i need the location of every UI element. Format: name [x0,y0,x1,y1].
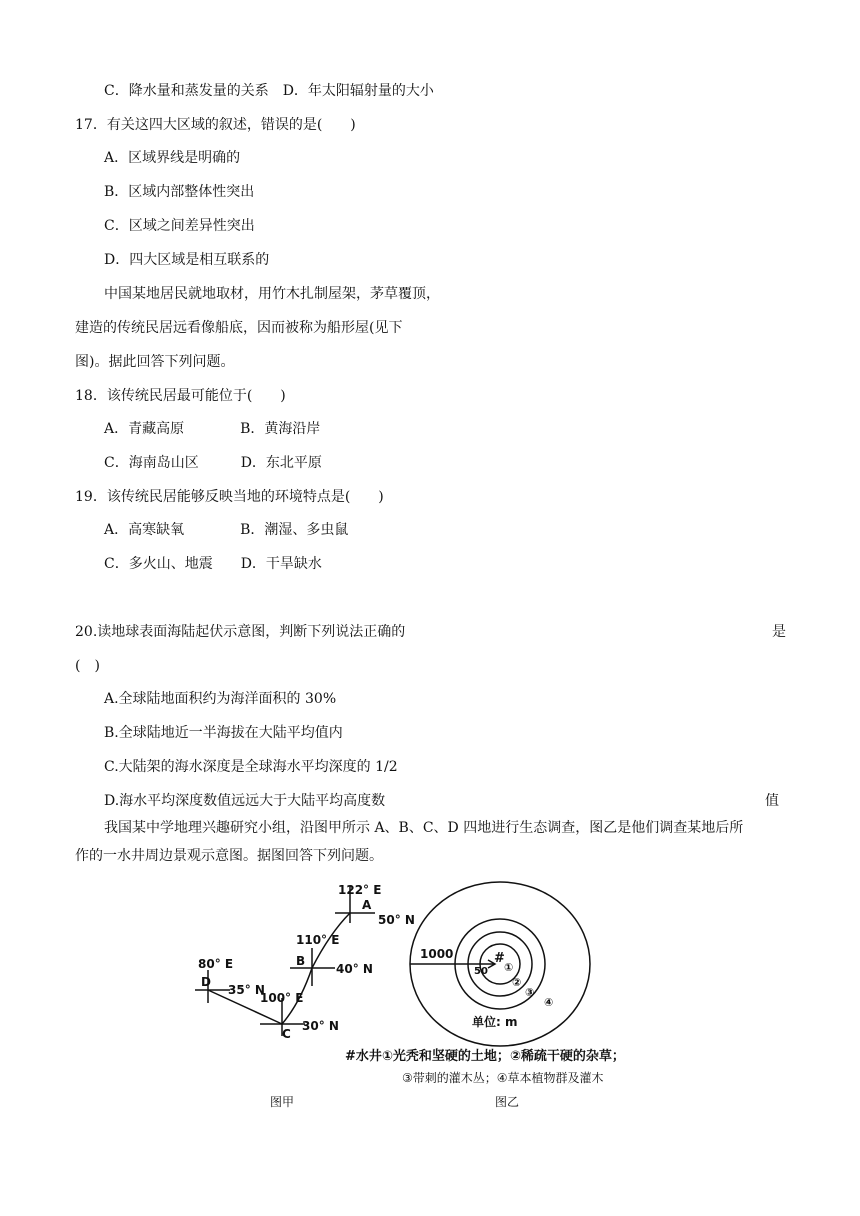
q20-stem-tail: 是 [772,624,786,640]
well-diagram-labels [420,947,553,1029]
intro-paragraph-line-3: 图)。据此回答下列问题。 [75,354,235,370]
label-c: C [282,1027,291,1041]
intro-paragraph-line-1: 中国某地居民就地取材，用竹木扎制屋架，茅草覆顶， [104,286,440,302]
label-a: A [362,898,372,912]
intro-paragraph-line-5: 作的一水井周边景观示意图。据图回答下列问题。 [75,848,383,864]
label-d-longitude: 80° E [198,957,234,971]
q18-options-cd: C．海南岛山区 D．东北平原 [104,455,322,471]
route-map-labels [198,883,415,1041]
q18-stem: 18．该传统民居最可能位于( ) [75,388,286,404]
zone-4: ④ [544,996,554,1009]
q20-option-c: C.大陆架的海水深度是全球海水平均深度的 1/2 [104,759,398,775]
figure-svg [190,878,690,1118]
q17-stem: 17．有关这四大区域的叙述，错误的是( ) [75,117,356,133]
q20-option-d: D.海水平均深度数值远远大于大陆平均高度数 [104,793,386,809]
label-b-latitude: 40° N [336,962,373,976]
label-d-latitude: 35° N [228,983,265,997]
distance-label: 1000 [420,947,454,961]
intro-paragraph-line-4: 我国某中学地理兴趣研究小组，沿图甲所示 A、B、C、D 四地进行生态调查，图乙是他们调查某地后所 [104,820,744,836]
zone-2: ② [512,976,522,989]
q20-option-b: B.全球陆地近一半海拔在大陆平均值内 [104,725,343,741]
intro-paragraph-line-2: 建造的传统民居远看像船底，因而被称为船形屋(见下 [75,320,403,336]
label-a-longitude: 122° E [338,883,382,897]
label-d: D [201,975,211,989]
q17-option-b: B．区域内部整体性突出 [104,184,255,200]
q20-answer-paren: ( ) [75,658,100,674]
label-c-latitude: 30° N [302,1019,339,1033]
q20-stem: 20.读地球表面海陆起伏示意图，判断下列说法正确的 [75,624,406,640]
legend-line-1: #水井①光秃和坚硬的土地；②稀疏干硬的杂草； [345,1049,625,1064]
q20-option-d-tail: 值 [765,793,779,809]
label-a-latitude: 50° N [378,913,415,927]
inner-ring-text: 50 [474,966,488,977]
unit-label: 单位: m [472,1015,518,1029]
caption-figure-b: 图乙 [495,1095,520,1109]
zone-3: ③ [525,986,535,999]
q17-option-d: D．四大区域是相互联系的 [104,252,270,268]
q17-option-c: C．区域之间差异性突出 [104,218,255,234]
q19-options-ab: A．高寒缺氧 B．潮湿、多虫鼠 [104,522,349,538]
q16-option-cd: C．降水量和蒸发量的关系 D．年太阳辐射量的大小 [104,83,434,99]
legend-line-2: ③带刺的灌木丛；④草本植物群及灌木 [402,1071,604,1085]
q19-options-cd: C．多火山、地震 D．干旱缺水 [104,556,322,572]
figure [190,878,690,1122]
label-c-longitude: 100° E [260,991,304,1005]
caption-figure-a: 图甲 [270,1095,295,1109]
zone-1: ① [504,961,514,974]
label-b: B [296,954,306,968]
label-b-longitude: 110° E [296,933,340,947]
q19-stem: 19．该传统民居能够反映当地的环境特点是( ) [75,489,384,505]
q18-options-ab: A．青藏高原 B．黄海沿岸 [104,421,321,437]
q20-option-a: A.全球陆地面积约为海洋面积的 30% [104,691,337,707]
well-mark: # [494,951,505,966]
q17-option-a: A．区域界线是明确的 [104,150,241,166]
